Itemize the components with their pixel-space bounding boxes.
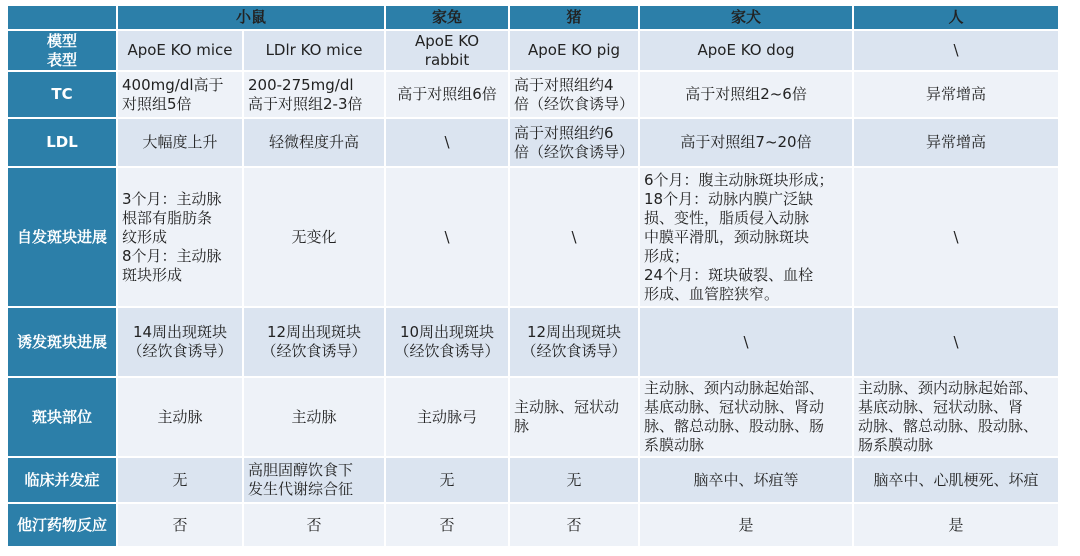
row-tc: [7, 71, 1059, 118]
row-statin-response: [7, 503, 1059, 547]
row-label-model: 模型 表型: [7, 30, 117, 71]
row-induced-plaque: [7, 307, 1059, 377]
cell-tc-human: 异常增高: [853, 71, 1059, 118]
header-human: 人: [853, 5, 1059, 30]
row-clinical-complications: [7, 457, 1059, 503]
row-spontaneous-plaque: [7, 167, 1059, 307]
cell-statin-mouse-ldlr: 否: [243, 503, 385, 547]
cell-induced-pig: 12周出现斑块 （经饮食诱导）: [509, 307, 639, 377]
cell-tc-rabbit: 高于对照组6倍: [385, 71, 509, 118]
header-row: [7, 5, 1059, 30]
comparison-table: [6, 4, 1060, 548]
cell-ldl-mouse-ldlr: 轻微程度升高: [243, 118, 385, 167]
cell-spont-mouse-apoe: 3个月：主动脉 根部有脂肪条 纹形成 8个月：主动脉 斑块形成: [117, 167, 243, 307]
cell-model-human: \: [853, 30, 1059, 71]
cell-ldl-mouse-apoe: 大幅度上升: [117, 118, 243, 167]
cell-induced-mouse-apoe: 14周出现斑块 （经饮食诱导）: [117, 307, 243, 377]
header-corner: [7, 5, 117, 30]
cell-ldl-human: 异常增高: [853, 118, 1059, 167]
cell-clinical-rabbit: 无: [385, 457, 509, 503]
cell-induced-rabbit: 10周出现斑块 （经饮食诱导）: [385, 307, 509, 377]
cell-site-pig: 主动脉、冠状动 脉: [509, 377, 639, 457]
cell-statin-rabbit: 否: [385, 503, 509, 547]
header-pig: 猪: [509, 5, 639, 30]
cell-spont-mouse-ldlr: 无变化: [243, 167, 385, 307]
cell-statin-dog: 是: [639, 503, 853, 547]
cell-site-rabbit: 主动脉弓: [385, 377, 509, 457]
cell-ldl-rabbit: \: [385, 118, 509, 167]
cell-induced-dog: \: [639, 307, 853, 377]
row-label-plaque-site: 斑块部位: [7, 377, 117, 457]
cell-statin-human: 是: [853, 503, 1059, 547]
header-dog: 家犬: [639, 5, 853, 30]
row-model: [7, 30, 1059, 71]
cell-tc-dog: 高于对照组2~6倍: [639, 71, 853, 118]
cell-ldl-dog: 高于对照组7~20倍: [639, 118, 853, 167]
header-mouse: 小鼠: [117, 5, 385, 30]
row-label-induced-plaque: 诱发斑块进展: [7, 307, 117, 377]
header-rabbit: 家兔: [385, 5, 509, 30]
row-label-spontaneous-plaque: 自发斑块进展: [7, 167, 117, 307]
cell-clinical-mouse-apoe: 无: [117, 457, 243, 503]
cell-model-rabbit: ApoE KO rabbit: [385, 30, 509, 71]
cell-spont-rabbit: \: [385, 167, 509, 307]
row-label-tc: TC: [7, 71, 117, 118]
cell-model-pig: ApoE KO pig: [509, 30, 639, 71]
row-label-statin-response: 他汀药物反应: [7, 503, 117, 547]
cell-clinical-pig: 无: [509, 457, 639, 503]
row-plaque-site: [7, 377, 1059, 457]
cell-induced-mouse-ldlr: 12周出现斑块 （经饮食诱导）: [243, 307, 385, 377]
cell-tc-pig: 高于对照组约4 倍（经饮食诱导）: [509, 71, 639, 118]
cell-tc-mouse-ldlr: 200-275mg/dl 高于对照组2-3倍: [243, 71, 385, 118]
cell-spont-human: \: [853, 167, 1059, 307]
row-label-ldl: LDL: [7, 118, 117, 167]
row-ldl: [7, 118, 1059, 167]
cell-model-dog: ApoE KO dog: [639, 30, 853, 71]
cell-spont-pig: \: [509, 167, 639, 307]
cell-clinical-mouse-ldlr: 高胆固醇饮食下 发生代谢综合征: [243, 457, 385, 503]
cell-induced-human: \: [853, 307, 1059, 377]
row-label-clinical-complications: 临床并发症: [7, 457, 117, 503]
cell-ldl-pig: 高于对照组约6 倍（经饮食诱导）: [509, 118, 639, 167]
cell-statin-pig: 否: [509, 503, 639, 547]
cell-spont-dog: 6个月：腹主动脉斑块形成； 18个月：动脉内膜广泛缺 损、变性，脂质侵入动脉 中膜平滑肌，颈动脉斑块 形成； 24个月：斑块破裂、血栓 形成、血管腔狭窄。: [639, 167, 853, 307]
cell-site-dog: 主动脉、颈内动脉起始部、 基底动脉、冠状动脉、肾动 脉、髂总动脉、股动脉、肠 系膜动脉: [639, 377, 853, 457]
cell-site-mouse-apoe: 主动脉: [117, 377, 243, 457]
cell-clinical-human: 脑卒中、心肌梗死、坏疽: [853, 457, 1059, 503]
cell-model-mouse-apoe: ApoE KO mice: [117, 30, 243, 71]
cell-site-human: 主动脉、颈内动脉起始部、 基底动脉、冠状动脉、肾 动脉、髂总动脉、股动脉、 肠系膜动脉: [853, 377, 1059, 457]
cell-clinical-dog: 脑卒中、坏疽等: [639, 457, 853, 503]
cell-site-mouse-ldlr: 主动脉: [243, 377, 385, 457]
cell-statin-mouse-apoe: 否: [117, 503, 243, 547]
cell-model-mouse-ldlr: LDlr KO mice: [243, 30, 385, 71]
cell-tc-mouse-apoe: 400mg/dl高于 对照组5倍: [117, 71, 243, 118]
